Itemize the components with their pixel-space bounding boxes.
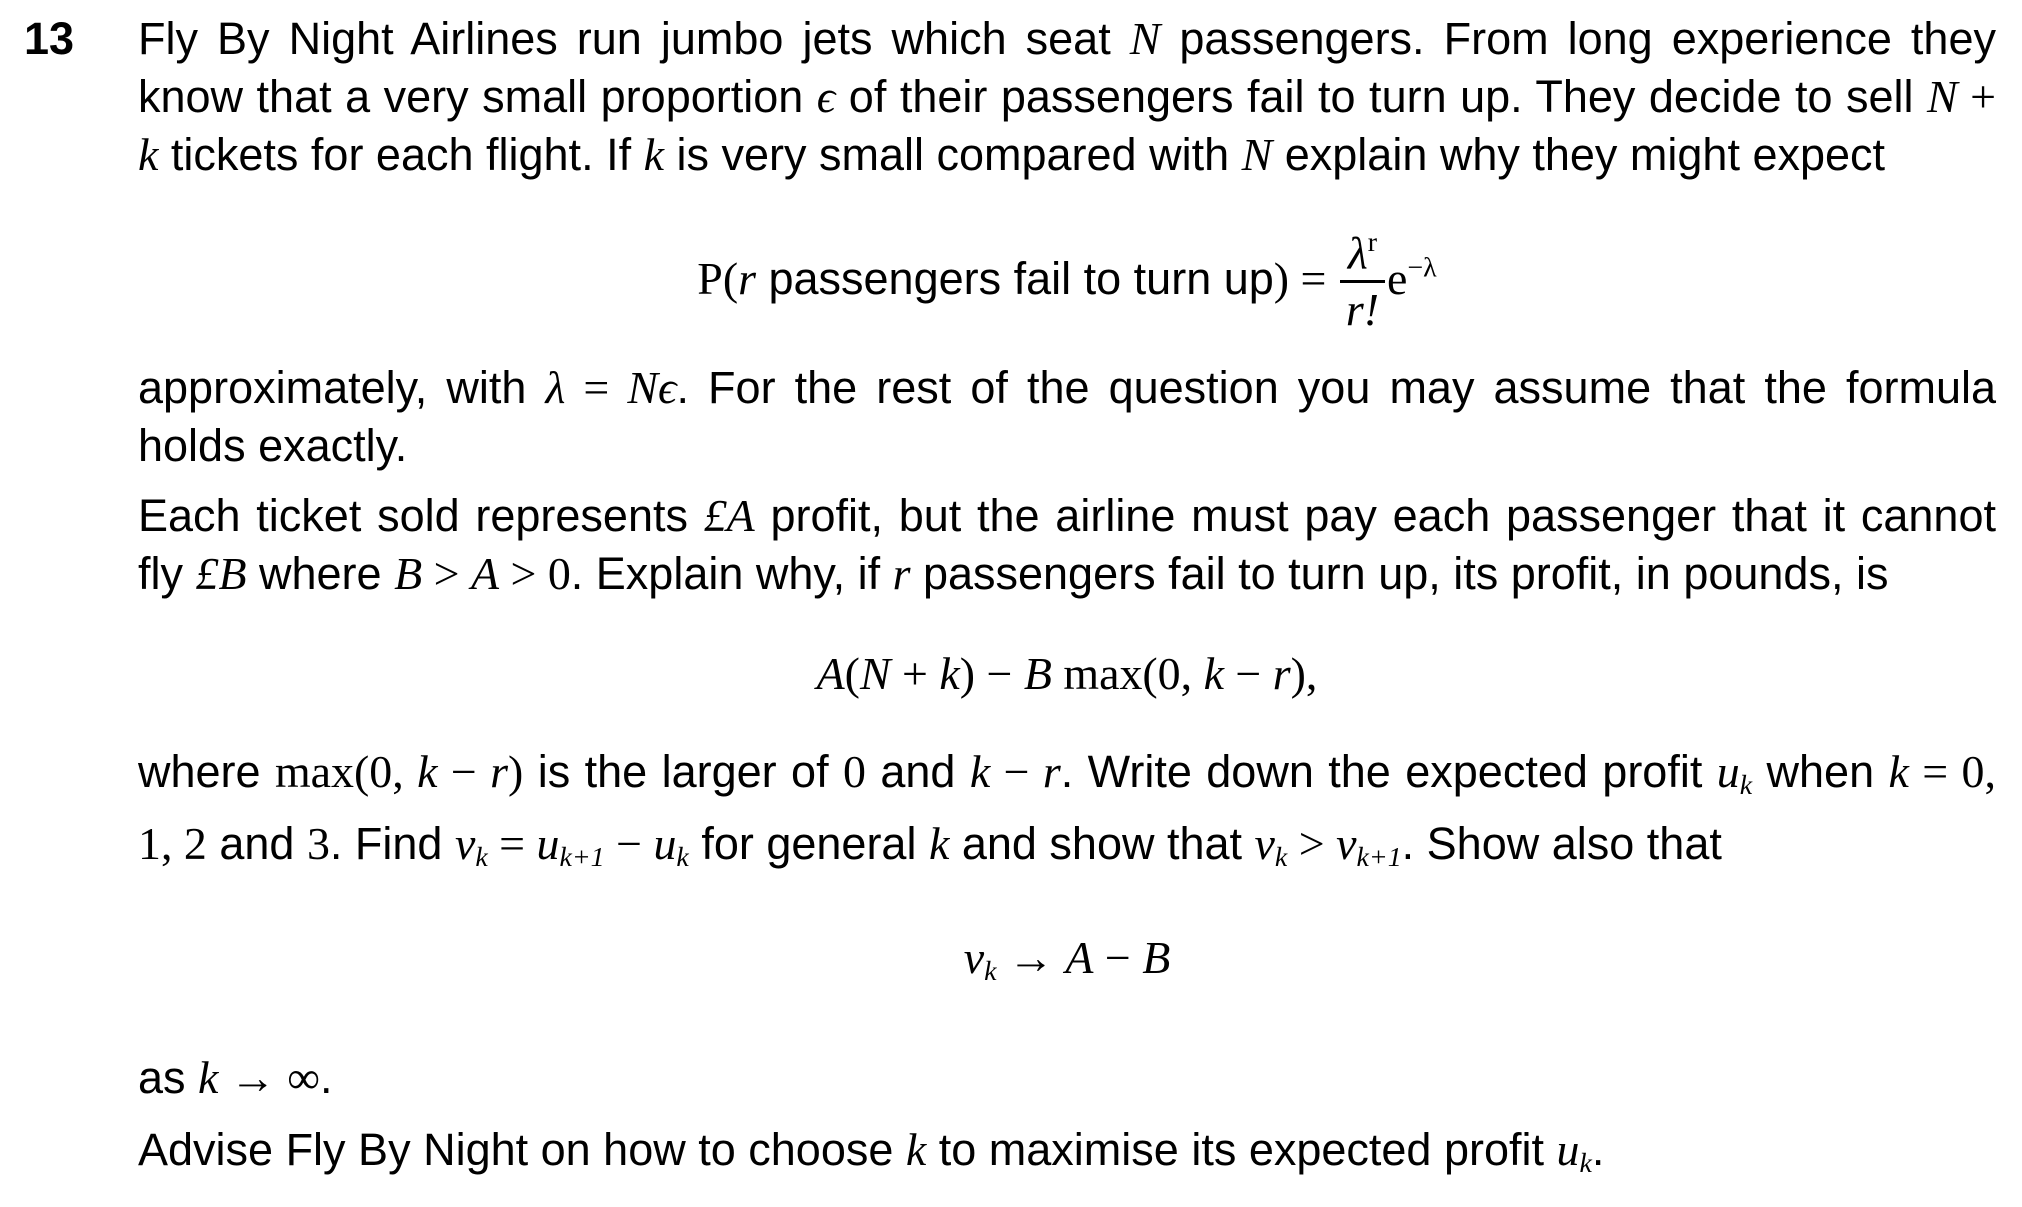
question-paragraph-2	[138, 359, 1996, 475]
text-run: tickets for each flight. If	[158, 129, 644, 180]
question-paragraph-1	[138, 10, 1996, 184]
math-run: N	[1129, 13, 1161, 64]
math-run: k	[138, 129, 159, 180]
math-run: v	[1336, 817, 1357, 869]
math-run: λ	[545, 361, 566, 413]
text-run: . Write down the expected profit	[1060, 745, 1717, 797]
text-run: Advise Fly By Night on how to choose	[138, 1123, 906, 1175]
math-run: B	[1023, 647, 1052, 699]
text-run: for general	[688, 817, 929, 869]
math-run: 0	[547, 547, 571, 599]
math-run: A	[470, 547, 499, 599]
question-paragraph-4	[138, 743, 1996, 887]
math-run: =	[487, 817, 537, 869]
math-run: ϵ	[816, 71, 836, 122]
math-run: A	[816, 647, 845, 699]
math-run: k	[969, 745, 991, 797]
math-run: k	[1203, 647, 1224, 699]
math-run: −	[1223, 647, 1273, 699]
fraction-numerator	[1340, 228, 1385, 280]
math-run: u	[1716, 745, 1740, 797]
text-run: to maximise its expected profit	[926, 1123, 1557, 1175]
math-run: k	[1888, 745, 1909, 797]
math-run: k	[417, 745, 438, 797]
math-run: →	[996, 931, 1066, 983]
subscript: k	[676, 841, 689, 873]
text-run: . For the rest of the question you may assume that the formula holds exactly.	[138, 361, 1997, 471]
text-run: Each ticket sold represents	[138, 489, 704, 541]
math-run: 3	[306, 817, 330, 869]
math-run: max(0,	[274, 745, 418, 797]
text-run: when	[1752, 745, 1889, 797]
display-equation-profit	[138, 645, 1996, 703]
math-run: £A	[703, 489, 755, 541]
math-run: ϵ	[657, 361, 677, 413]
text-run: passengers fail to turn up, its profit, in pounds, is	[910, 547, 1889, 599]
math-run: r	[1272, 647, 1291, 699]
math-term: λ	[1347, 227, 1368, 279]
math-run: u	[1556, 1123, 1580, 1175]
superscript: −λ	[1407, 252, 1437, 284]
math-run: r	[892, 547, 911, 599]
math-run: k	[939, 647, 960, 699]
math-run: ),	[1290, 647, 1318, 699]
math-run: r	[490, 745, 508, 797]
math-run: (	[844, 647, 860, 699]
math-run: N	[1241, 129, 1273, 180]
text-run: passengers. From long experience they know that a very small proportion	[138, 13, 1996, 122]
math-run: k	[643, 129, 664, 180]
fraction-denominator: r!	[1340, 280, 1385, 334]
math-run: B	[394, 547, 423, 599]
math-run: >	[1287, 817, 1337, 869]
math-run: u	[653, 817, 677, 869]
math-run: r	[1042, 745, 1061, 797]
math-term: ) =	[1273, 252, 1338, 304]
display-equation-limit	[138, 929, 1996, 1001]
subscript: k	[1274, 841, 1288, 873]
text-run: approximately, with	[138, 361, 546, 413]
math-run: +	[890, 647, 940, 699]
math-run: max(0,	[1051, 647, 1204, 699]
math-run: −	[1093, 931, 1143, 983]
math-run: k	[905, 1123, 927, 1175]
math-run: ) −	[959, 647, 1024, 699]
math-run: N	[627, 361, 658, 413]
subscript: k	[475, 841, 488, 873]
text-run: is the larger of	[523, 745, 843, 797]
math-run: → ∞	[218, 1051, 320, 1103]
display-equation-poisson	[138, 228, 1996, 335]
question-paragraph-5	[138, 1049, 1996, 1107]
text-run: and	[865, 745, 970, 797]
text-run: of their passengers fail to turn up. They decide to sell	[835, 71, 1928, 122]
equation-text: passengers fail to turn up	[755, 252, 1274, 304]
fraction	[1340, 228, 1385, 335]
superscript: r	[1367, 227, 1378, 258]
question-number: 13	[24, 13, 75, 64]
text-run: where	[246, 547, 395, 599]
math-run: u	[536, 817, 560, 869]
math-run: =	[565, 361, 628, 413]
math-run: −	[604, 817, 654, 869]
math-run: A	[1065, 931, 1094, 983]
math-run: £B	[195, 547, 247, 599]
subscript: k	[984, 955, 997, 987]
text-run: is very small compared with	[663, 129, 1242, 180]
math-run: −	[437, 745, 491, 797]
math-run: >	[422, 547, 471, 599]
math-run: v	[454, 817, 476, 869]
math-term: e	[1387, 252, 1408, 304]
math-run: k	[928, 817, 950, 869]
math-run: = 0, 1, 2	[138, 745, 1996, 869]
text-run: as	[138, 1051, 199, 1103]
subscript: k	[1579, 1147, 1592, 1179]
math-run: >	[499, 547, 548, 599]
text-run: . Explain why, if	[570, 547, 893, 599]
question-paragraph-3	[138, 487, 1996, 603]
text-run: .	[319, 1051, 333, 1103]
text-run: and	[206, 817, 307, 869]
math-run: 0	[843, 745, 866, 797]
math-run: k	[198, 1051, 219, 1103]
question-paragraph-6	[138, 1121, 1996, 1193]
text-run: . Find	[329, 817, 455, 869]
math-run: v	[963, 931, 985, 983]
text-run: profit, but the airline must pay each passenger that it cannot fly	[138, 489, 1996, 599]
text-run: explain why they might expect	[1272, 129, 1886, 180]
question-body	[138, 10, 1996, 1193]
math-run: v	[1254, 817, 1275, 869]
math-run: N	[1927, 71, 1958, 122]
math-run: −	[990, 745, 1043, 797]
text-run: where	[138, 745, 275, 797]
math-run: N	[859, 647, 891, 699]
text-run: and show that	[949, 817, 1255, 869]
math-run: +	[1957, 71, 1997, 122]
math-run: )	[507, 745, 524, 797]
text-run: Fly By Night Airlines run jumbo jets which seat	[138, 13, 1130, 64]
subscript: k+1	[1356, 841, 1402, 873]
math-term: r	[738, 252, 756, 304]
subscript: k+1	[559, 841, 605, 873]
math-run: B	[1142, 931, 1171, 983]
subscript: k	[1739, 769, 1753, 801]
math-term: P(	[697, 252, 739, 304]
text-run: . Show also that	[1401, 817, 1722, 869]
text-run: .	[1591, 1123, 1605, 1175]
